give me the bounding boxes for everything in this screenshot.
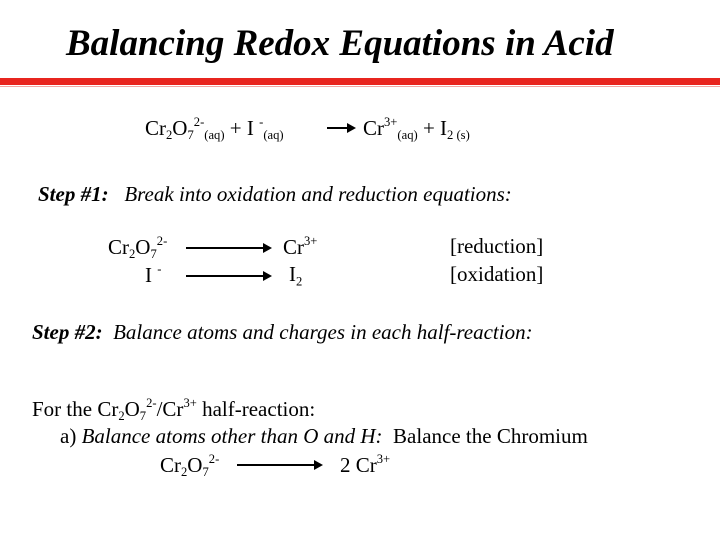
o-symbol: O (187, 452, 203, 477)
i-symbol: I (289, 262, 296, 286)
plus-iodine: + I (417, 115, 448, 140)
cr-symbol: Cr (283, 234, 304, 259)
chromium-eq-left (160, 452, 219, 480)
charge: 3+ (304, 234, 318, 248)
subscript: 7 (187, 128, 194, 143)
i-symbol: I (145, 262, 152, 287)
cr-symbol: Cr (145, 115, 166, 140)
state: (aq) (263, 128, 284, 143)
charge: 3+ (183, 396, 197, 410)
step1-label: Step #1: (38, 182, 109, 206)
reduction-arrow (186, 247, 270, 249)
substep-a (60, 424, 588, 449)
title-underline-shadow (0, 86, 720, 87)
half-eq-reduction-right (283, 234, 317, 260)
cr-symbol: Cr (363, 115, 384, 140)
o-symbol: O (135, 234, 151, 259)
chromium-eq-right (340, 452, 390, 478)
slide-title: Balancing Redox Equations in Acid (66, 23, 614, 64)
subscript: 2 (166, 128, 173, 143)
half-eq-reduction-left (108, 234, 167, 262)
charge: 2- (146, 396, 157, 410)
subscript: 2 (447, 128, 454, 143)
reduction-tag: [reduction] (450, 234, 544, 258)
half-eq-oxidation-left (145, 262, 161, 288)
step1-heading (38, 182, 512, 207)
state: (aq) (397, 128, 418, 143)
charge: 3+ (376, 452, 391, 466)
tail-text: half-reaction: (196, 396, 316, 421)
title-underline (0, 78, 720, 85)
chromium-arrow (237, 464, 321, 466)
state: (aq) (204, 128, 225, 143)
step2-heading (32, 320, 533, 345)
charge: - (259, 115, 264, 129)
charge: 3+ (384, 115, 398, 129)
charge: 2- (156, 234, 168, 248)
subscript: 2 (296, 274, 303, 289)
charge: 2- (208, 452, 220, 466)
half-reaction-intro (32, 396, 315, 424)
oxidation-tag: [oxidation] (450, 262, 544, 286)
step2-label: Step #2: (32, 320, 103, 344)
cr-symbol: Cr (160, 452, 181, 477)
subscript: 7 (139, 409, 147, 424)
o-symbol: O (124, 396, 140, 421)
two-cr: 2 Cr (340, 452, 377, 477)
slash-cr: /Cr (156, 396, 184, 421)
substep-a-label: a) (60, 424, 82, 448)
overall-arrow (327, 127, 354, 129)
charge: - (157, 262, 162, 276)
subscript: 7 (150, 247, 157, 262)
state: (s) (453, 128, 470, 143)
overall-equation-right (363, 115, 470, 143)
plus-iodide: + I (224, 115, 254, 140)
oxidation-arrow (186, 275, 270, 277)
subscript: 2 (118, 409, 125, 424)
overall-equation-left (145, 115, 284, 143)
substep-a-rest: Balance the Chromium (382, 424, 588, 448)
subscript: 2 (181, 465, 188, 480)
substep-a-italic: Balance atoms other than O and H: (81, 424, 383, 448)
charge: 2- (193, 115, 205, 129)
subscript: 7 (202, 465, 209, 480)
half-eq-oxidation-right (289, 262, 302, 289)
o-symbol: O (172, 115, 188, 140)
step2-text: Balance atoms and charges in each half-reaction: (113, 320, 533, 344)
subscript: 2 (129, 247, 136, 262)
cr-symbol: Cr (108, 234, 129, 259)
intro-text: For the Cr (32, 396, 119, 421)
step1-text: Break into oxidation and reduction equations: (124, 182, 512, 206)
